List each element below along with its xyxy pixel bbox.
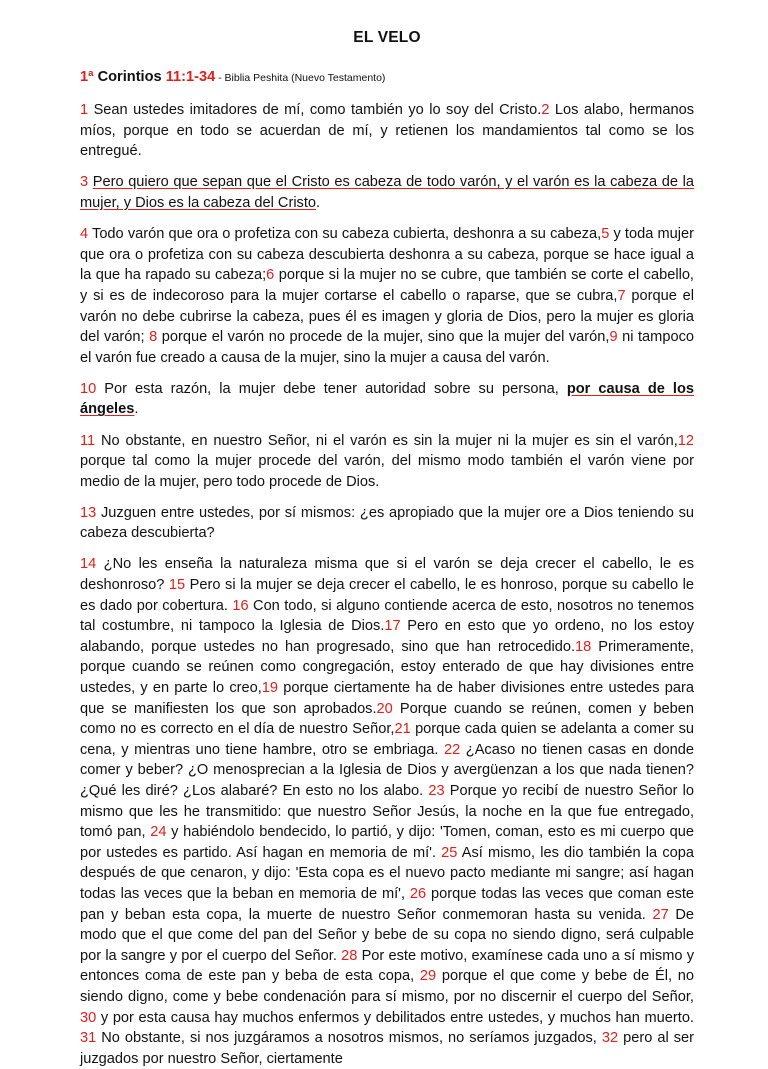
emphasized-text: por causa de los ángeles	[80, 380, 694, 418]
verse-number: 4	[80, 226, 89, 243]
verse-number: 24	[150, 824, 167, 841]
reference-book	[80, 69, 166, 85]
verse-number: 20	[376, 700, 393, 717]
verse-number: 10	[80, 380, 97, 397]
verse-text: ¿No les enseña la naturaleza misma que si el varón se deja crecer el cabello, le es deshonroso?	[80, 556, 694, 594]
verse-number: 15	[168, 577, 186, 594]
scripture-reference	[80, 67, 694, 89]
paragraph	[80, 172, 694, 213]
verse-text: Con todo, si alguno contiende acerca de esto, nosotros no tenemos tal costumbre, ni tampoco la Iglesia de Dios.	[80, 597, 694, 635]
verse-number: 25	[441, 844, 458, 861]
underlined-text: Pero quiero que sepan que el Cristo es cabeza de todo varón, y el varón es la cabeza de la mujer, y Dios es la cabeza del Cristo	[80, 174, 694, 212]
verse-number: 1	[80, 102, 89, 119]
reference-version: - Biblia Peshita (Nuevo Testamento)	[215, 71, 386, 84]
verse-number: 28	[341, 947, 358, 964]
verse-text: Así mismo, les dio también la copa después de que cenaron, y dijo: 'Esta copa es el nuevo pacto mediante mi sangre; así hagan todas las veces que la beban en memoria de mí',	[80, 844, 694, 902]
verse-number: 14	[80, 556, 97, 573]
verse-text: Por este motivo, examínese cada uno a sí mismo y entonces coma de este pan y beba de esta copa,	[80, 947, 694, 985]
page-title: EL VELO	[353, 29, 421, 46]
verse-text: Por esta razón, la mujer debe tener autoridad sobre su persona,	[96, 380, 567, 397]
verse-text: y por esta causa hay muchos enfermos y debilitados entre ustedes, y muchos han muerto.	[96, 1009, 694, 1026]
verse-number: 29	[419, 968, 437, 985]
verse-text: porque ciertamente ha de haber divisiones entre ustedes para que se manifiesten los que son aprobados.	[80, 680, 694, 717]
paragraph	[80, 100, 694, 162]
verse-number: 11	[80, 432, 96, 449]
reference-book-name: Corintios	[93, 68, 166, 85]
verse-text: y habiéndolo bendecido, lo partió, y dijo: 'Tomen, coman, esto es mi cuerpo que por ustedes es partido. Así hagan en memoria de mí'.	[80, 824, 694, 861]
paragraph	[80, 431, 694, 493]
verse-number: 8	[149, 329, 158, 346]
verse-number: 9	[609, 329, 618, 346]
verse-text: Pero en esto que yo ordeno, no los estoy alabando, porque ustedes no han progresado, sino que han retrocedido.	[80, 618, 694, 655]
verse-text: y toda mujer que ora o profetiza con su cabeza descubierta deshonra a su cabeza, porque se hace igual a la que ha rapado su cabeza;	[80, 226, 694, 284]
verse-text: .	[134, 401, 139, 418]
verse-text: Los alabo, hermanos míos, porque en todo se acuerdan de mí, y retienen los mandamientos tal como se los entregué.	[80, 102, 694, 160]
verse-number: 26	[409, 885, 427, 902]
verse-text: porque el que come y bebe de Él, no siendo digno, come y bebe condenación para sí mismo, por no discernir el cuerpo del Señor,	[80, 968, 694, 1005]
verse-text: ¿Acaso no tienen casas en donde comer y beber? ¿O menosprecian a la Iglesia de Dios y avergüenzan a los que nada tienen? ¿Qué les diré? ¿Los alabaré? En esto no los alabo.	[80, 741, 694, 799]
verse-text: Pero si la mujer se deja crecer el cabello, le es honroso, porque su cabello le es dado por cobertura.	[80, 577, 694, 614]
paragraph	[80, 224, 694, 368]
verse-text: .	[316, 195, 321, 212]
verse-text: Porque yo recibí de nuestro Señor lo mismo que les he transmitido: que nuestro Señor Jesús, la noche en la que fue entregado, tomó pan,	[80, 783, 694, 841]
verse-text: Primeramente, porque cuando se reúnen como congregación, estoy enterado de que hay divisiones entre ustedes, y en parte lo creo,	[80, 638, 694, 697]
reference-book-number: 1ª	[80, 68, 94, 85]
verse-number: 5	[601, 226, 610, 243]
verse-text: porque si la mujer no se cubre, que también se corte el cabello, y si es de indecoroso para la mujer cortarse el cabello o raparse, que se cubra,	[80, 267, 694, 304]
verse-number: 2	[541, 102, 550, 119]
paragraph	[80, 379, 694, 420]
verse-text: Sean ustedes imitadores de mí, como también yo lo soy del Cristo.	[88, 102, 542, 119]
verse-text: porque cada quien se adelanta a comer su cena, y mientras uno tiene hambre, otro se embriaga.	[80, 721, 694, 758]
verse-number: 13	[80, 504, 97, 521]
verse-number: 16	[232, 597, 249, 614]
verse-text: porque todas las veces que coman este pan y beban esta copa, la muerte de nuestro Señor conmemoran hasta su venida.	[80, 885, 694, 923]
body-text	[80, 100, 694, 1069]
verse-number: 31	[80, 1030, 97, 1047]
verse-number: 22	[443, 741, 461, 758]
verse-text: ni tampoco el varón fue creado a causa de la mujer, sino la mujer a causa del varón.	[80, 329, 694, 366]
verse-number: 27	[652, 906, 669, 923]
reference-chapter: 11:1-34	[165, 68, 216, 85]
verse-number: 3	[80, 174, 89, 191]
verse-number: 19	[261, 680, 279, 697]
verse-number: 18	[575, 638, 592, 655]
verse-number: 12	[677, 432, 694, 449]
verse-text: No obstante, si nos juzgáramos a nosotros mismos, no seríamos juzgados,	[96, 1030, 602, 1047]
verse-number: 32	[601, 1030, 619, 1047]
verse-text: De modo que el que come del pan del Señor y bebe de su copa no siendo digno, será culpable por la sangre y por el cuerpo del Señor.	[80, 906, 694, 964]
verse-text: Todo varón que ora o profetiza con su cabeza cubierta, deshonra a su cabeza,	[88, 226, 602, 243]
verse-number: 6	[266, 267, 275, 284]
verse-text: Juzguen entre ustedes, por sí mismos: ¿es apropiado que la mujer ore a Dios teniendo su cabeza descubierta?	[80, 504, 694, 542]
verse-text: No obstante, en nuestro Señor, ni el varón es sin la mujer ni la mujer es sin el varón,	[95, 432, 678, 449]
verse-number: 23	[428, 783, 445, 799]
verse-text: porque el varón no debe cubrirse la cabeza, pues él es imagen y gloria de Dios, pero la mujer es gloria del varón;	[80, 287, 694, 346]
verse-text: porque tal como la mujer procede del varón, del mismo modo también el varón viene por medio de la mujer, pero todo procede de Dios.	[80, 453, 694, 490]
verse-text: porque el varón no procede de la mujer, sino que la mujer del varón,	[157, 329, 610, 346]
verse-number: 21	[394, 721, 411, 738]
paragraph	[80, 554, 694, 1069]
verse-text: pero al ser juzgados por nuestro Señor, ciertamente	[80, 1030, 694, 1067]
paragraph	[80, 503, 694, 544]
verse-number: 7	[617, 287, 626, 304]
verse-number: 17	[384, 618, 401, 635]
verse-text: Porque cuando se reúnen, comen y beben como no es correcto en el día de nuestro Señor,	[80, 700, 694, 738]
verse-number: 30	[80, 1009, 97, 1026]
